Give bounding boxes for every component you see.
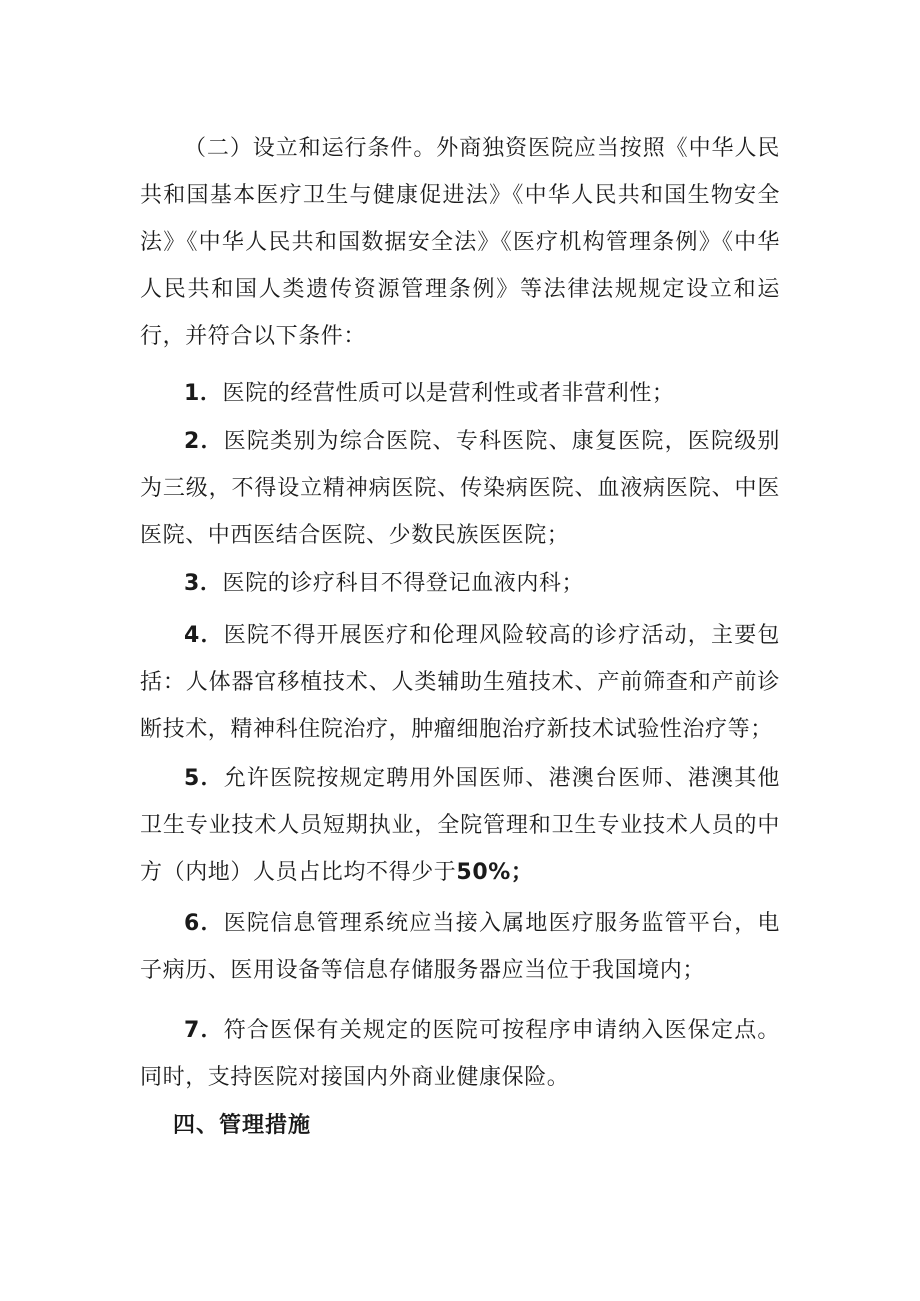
item-text: 医院的诊疗科目不得登记血液内科； <box>222 571 585 596</box>
item-text: 符合医保有关规定的医院可按程序申请纳入医保定点。同时，支持医院对接国内外商业健康保险。 <box>140 1018 780 1090</box>
condition-item-4 <box>140 612 780 753</box>
condition-item-6 <box>140 900 780 994</box>
item-emphasis: 50%； <box>456 860 534 885</box>
item-number: 2． <box>184 429 224 454</box>
item-text: 医院信息管理系统应当接入属地医疗服务监管平台，电子病历、医用设备等信息存储服务器应当位于我国境内； <box>140 911 780 983</box>
item-number: 6． <box>184 911 224 936</box>
condition-item-7 <box>140 1007 780 1101</box>
intro-paragraph: （二）设立和运行条件。外商独资医院应当按照《中华人民共和国基本医疗卫生与健康促进法》《中华人民共和国生物安全法》《中华人民共和国数据安全法》《医疗机构管理条例》《中华人民共和国人类遗传资源管理条例》等法律法规规定设立和运行，并符合以下条件： <box>140 136 780 349</box>
item-number: 3． <box>184 571 223 596</box>
item-number: 4． <box>184 623 224 648</box>
condition-item-5 <box>140 755 780 896</box>
condition-item-2 <box>140 418 780 559</box>
item-text: 医院不得开展医疗和伦理风险较高的诊疗活动，主要包括：人体器官移植技术、人类辅助生殖技术、产前筛查和产前诊断技术，精神科住院治疗，肿瘤细胞治疗新技术试验性治疗等； <box>140 623 780 742</box>
condition-item-3 <box>140 560 780 607</box>
section-heading: 四、管理措施 <box>173 1113 312 1138</box>
item-text: 医院的经营性质可以是营利性或者非营利性； <box>222 381 675 406</box>
condition-item-1 <box>140 370 780 417</box>
item-number: 1． <box>184 381 223 406</box>
item-number: 7． <box>184 1018 224 1043</box>
item-text: 允许医院按规定聘用外国医师、港澳台医师、港澳其他卫生专业技术人员短期执业，全院管理和卫生专业技术人员的中方（内地）人员占比均不得少于 <box>140 766 780 885</box>
item-text: 医院类别为综合医院、专科医院、康复医院，医院级别为三级，不得设立精神病医院、传染病医院、血液病医院、中医医院、中西医结合医院、少数民族医医院； <box>140 429 780 548</box>
item-number: 5． <box>184 766 224 791</box>
